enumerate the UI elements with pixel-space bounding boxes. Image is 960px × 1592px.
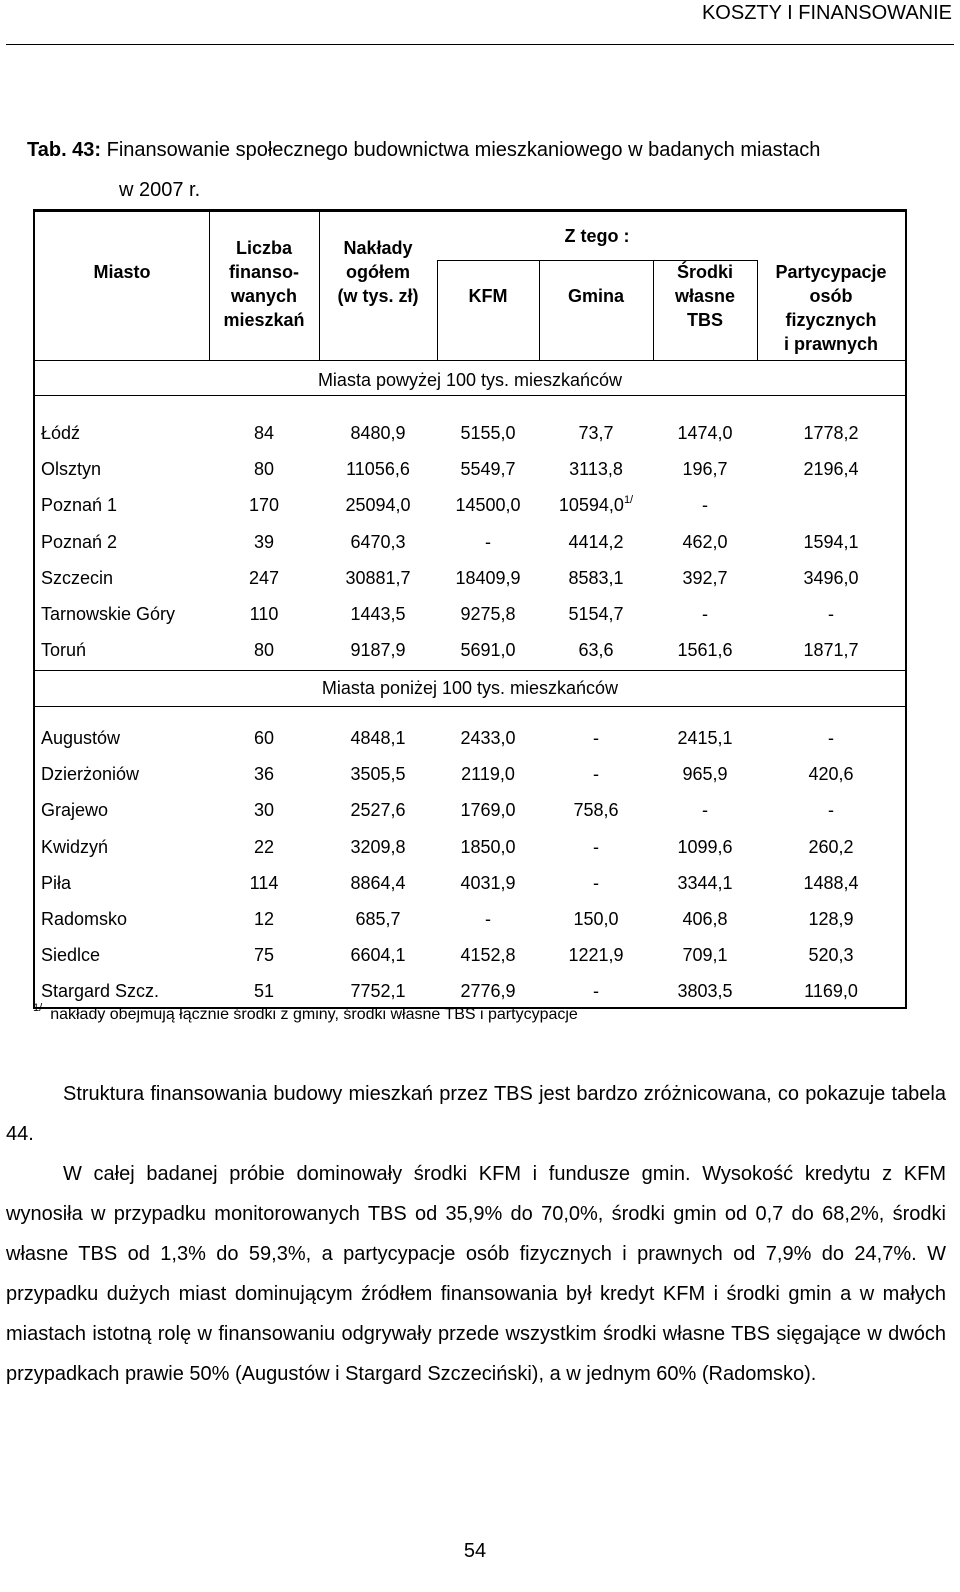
cell-value: Poznań 1 — [41, 495, 118, 516]
cell-value: 462,0 — [682, 531, 728, 552]
grid-line — [35, 670, 905, 671]
body-text — [6, 1074, 946, 1394]
cell-value: 63,6 — [578, 640, 614, 661]
header-gmina: Gmina — [567, 286, 624, 306]
cell-value: 4848,1 — [350, 728, 406, 748]
cell-gmina — [539, 421, 653, 445]
cell-naklady — [319, 907, 437, 931]
cell-value: 420,6 — [808, 764, 854, 785]
cell-partycypacje — [757, 907, 905, 931]
cell-value: 84 — [253, 423, 275, 443]
cell-value: 1594,1 — [803, 531, 859, 552]
cell-liczba — [209, 726, 319, 750]
cell-naklady — [319, 602, 437, 626]
cell-gmina — [539, 762, 653, 786]
cell-partycypacje — [757, 762, 905, 786]
header-liczba: Liczba finanso- wanych mieszkań — [223, 238, 305, 330]
cell-value: - — [593, 728, 599, 748]
cell-kfm — [437, 943, 539, 967]
cell-city — [41, 979, 209, 1003]
cell-value: 758,6 — [573, 800, 619, 821]
cell-partycypacje — [757, 602, 905, 626]
cell-value: Grajewo — [41, 800, 109, 821]
cell-value: Siedlce — [41, 945, 101, 966]
cell-gmina — [539, 907, 653, 931]
cell-value: 196,7 — [682, 459, 728, 480]
cell-partycypacje — [757, 798, 905, 822]
cell-value: 3505,5 — [350, 764, 406, 785]
cell-partycypacje — [757, 979, 905, 1003]
cell-value: 14500,0 — [455, 495, 521, 516]
cell-city — [41, 726, 209, 750]
cell-partycypacje — [757, 835, 905, 859]
cell-srodki — [653, 457, 757, 481]
cell-gmina — [539, 871, 653, 895]
cell-liczba — [209, 835, 319, 859]
cell-kfm — [437, 493, 539, 517]
cell-value: - — [593, 836, 599, 857]
cell-gmina — [539, 638, 653, 662]
cell-value: 1169,0 — [804, 981, 858, 1002]
cell-city — [41, 798, 209, 822]
header-naklady: Nakłady ogółem (w tys. zł) — [337, 238, 419, 306]
cell-liczba — [209, 421, 319, 445]
cell-partycypacje — [757, 638, 905, 662]
cell-liczba — [209, 871, 319, 895]
cell-gmina — [539, 566, 653, 590]
cell-value: 5155,0 — [460, 423, 516, 443]
cell-value: 3344,1 — [677, 872, 733, 893]
cell-value: Stargard Szcz. — [41, 981, 160, 1002]
page-number: 54 — [463, 1540, 487, 1562]
cell-liczba — [209, 602, 319, 626]
cell-value: 170 — [248, 495, 280, 516]
cell-value: 30881,7 — [345, 567, 411, 588]
cell-naklady — [319, 835, 437, 859]
header-srodki-wlasne: Środki własne TBS — [674, 262, 736, 330]
cell-value: 10594,0 — [558, 495, 624, 516]
cell-value: 2776,9 — [460, 981, 516, 1002]
caption-label: Tab. 43: — [27, 139, 102, 161]
cell-value: 5154,7 — [568, 604, 624, 624]
cell-naklady — [319, 726, 437, 750]
footnote-text: nakłady obejmują łącznie środki z gminy, środki własne TBS i partycypacje — [50, 1006, 578, 1023]
cell-gmina — [539, 602, 653, 626]
cell-value: 2415,1 — [677, 728, 733, 748]
cell-value: 1871,7 — [803, 640, 859, 661]
cell-value: 520,3 — [808, 945, 854, 966]
cell-value: Olsztyn — [41, 459, 102, 480]
cell-value: 30 — [253, 800, 275, 821]
cell-value: 36 — [253, 764, 275, 785]
section-title-small-cities: Miasta poniżej 100 tys. mieszkańców — [321, 678, 619, 698]
cell-value: 3209,8 — [350, 836, 406, 857]
cell-value: 2196,4 — [803, 459, 859, 480]
cell-gmina — [539, 943, 653, 967]
cell-partycypacje — [757, 421, 905, 445]
table-footnote — [33, 1004, 578, 1027]
cell-gmina — [539, 835, 653, 859]
cell-value: 25094,0 — [345, 495, 411, 516]
cell-city — [41, 602, 209, 626]
cell-value: 73,7 — [578, 423, 614, 443]
cell-value: Poznań 2 — [41, 531, 118, 552]
section-title-large-cities: Miasta powyżej 100 tys. mieszkańców — [317, 370, 623, 390]
cell-value: - — [593, 764, 599, 785]
cell-value: 1778,2 — [803, 423, 859, 443]
cell-value: 406,8 — [682, 909, 728, 929]
cell-partycypacje — [757, 871, 905, 895]
cell-value: 685,7 — [355, 909, 401, 929]
cell-value: 5691,0 — [460, 640, 516, 661]
cell-srodki — [653, 943, 757, 967]
cell-kfm — [437, 530, 539, 554]
cell-value: 22 — [253, 836, 275, 857]
cell-value: 965,9 — [682, 764, 728, 785]
cell-value: 51 — [253, 981, 275, 1002]
cell-naklady — [319, 871, 437, 895]
cell-value: - — [702, 495, 708, 516]
cell-value: 1221,9 — [568, 945, 624, 966]
cell-liczba — [209, 493, 319, 517]
header-rule — [6, 44, 954, 45]
cell-kfm — [437, 762, 539, 786]
cell-gmina — [539, 798, 653, 822]
cell-liczba — [209, 566, 319, 590]
cell-value: 150,0 — [573, 909, 619, 929]
cell-value: 2119,0 — [461, 764, 515, 785]
running-header: KOSZTY I FINANSOWANIE — [701, 2, 952, 24]
cell-value: Kwidzyń — [41, 836, 109, 857]
cell-value: 8480,9 — [350, 423, 406, 443]
cell-value: 5549,7 — [460, 459, 516, 480]
cell-gmina — [539, 457, 653, 481]
cell-value: 128,9 — [808, 909, 854, 929]
header-kfm: KFM — [468, 286, 508, 306]
cell-partycypacje — [757, 457, 905, 481]
cell-kfm — [437, 871, 539, 895]
paragraph: W całej badanej próbie dominowały środki KFM i fundusze gmin. Wysokość kredytu z KFM wynosiła w przypadku monitorowanych TBS od 35,9% do 70,0%, środki gmin od 0,7 do 68,2%, środki własne TBS od 1,3% do 59,3%, a partycypacje osób fizycznych i prawnych od 7,9% do 24,7%. W przypadku dużych miast dominującym źródłem finansowania był kredyt KFM i środki gmin a w małych miastach istotną rolę w finansowaniu odgrywały przede wszystkim środki własne TBS sięgające w dwóch przypadkach prawie 50% (Augustów i Stargard Szczeciński), a w jednym 60% (Radomsko). — [6, 1163, 946, 1385]
cell-value: Łódź — [41, 423, 81, 443]
cell-srodki — [653, 530, 757, 554]
grid-line — [35, 360, 905, 361]
cell-value: Szczecin — [41, 567, 114, 588]
cell-value: - — [828, 604, 834, 624]
cell-city — [41, 907, 209, 931]
cell-srodki — [653, 762, 757, 786]
header-z-tego: Z tego : — [564, 226, 630, 246]
cell-value: 12 — [253, 909, 275, 929]
cell-kfm — [437, 566, 539, 590]
caption-text-line2: w 2007 r. — [119, 179, 201, 201]
cell-value: 110 — [249, 604, 279, 624]
cell-gmina — [539, 530, 653, 554]
cell-value: 9275,8 — [460, 604, 516, 624]
cell-kfm — [437, 421, 539, 445]
cell-value: 7752,1 — [350, 981, 406, 1002]
cell-value: 80 — [253, 459, 275, 480]
cell-partycypacje — [757, 726, 905, 750]
cell-city — [41, 871, 209, 895]
cell-kfm — [437, 835, 539, 859]
cell-value: 11056,6 — [346, 459, 410, 480]
cell-city — [41, 638, 209, 662]
cell-value: 1099,6 — [677, 836, 733, 857]
cell-srodki — [653, 979, 757, 1003]
cell-kfm — [437, 638, 539, 662]
cell-value: - — [702, 800, 708, 821]
header-miasto: Miasto — [93, 262, 151, 282]
cell-value: 8864,4 — [350, 872, 406, 893]
cell-srodki — [653, 726, 757, 750]
cell-value: 39 — [253, 531, 275, 552]
cell-value: - — [593, 981, 599, 1002]
footnote-reference: 1/ — [623, 494, 634, 507]
cell-value: 3803,5 — [677, 981, 733, 1002]
cell-kfm — [437, 907, 539, 931]
header-partycypacje: Partycypacje osób fizycznych i prawnych — [775, 262, 887, 354]
footnote-mark: 1/ — [33, 1002, 43, 1014]
cell-value: - — [702, 604, 708, 624]
cell-value: 247 — [248, 567, 280, 588]
table-caption — [27, 130, 947, 210]
cell-value: 1561,6 — [677, 640, 733, 661]
cell-value: 6604,1 — [350, 945, 406, 966]
cell-city — [41, 530, 209, 554]
cell-kfm — [437, 602, 539, 626]
cell-value: 1769,0 — [460, 800, 516, 821]
cell-naklady — [319, 421, 437, 445]
cell-value: 392,7 — [682, 567, 728, 588]
cell-srodki — [653, 493, 757, 517]
cell-value: Tarnowskie Góry — [41, 604, 176, 624]
cell-value: 80 — [253, 640, 275, 661]
paragraph: Struktura finansowania budowy mieszkań przez TBS jest bardzo zróżnicowana, co pokazuje tabela 44. — [6, 1083, 946, 1145]
cell-partycypacje — [757, 530, 905, 554]
cell-value: Augustów — [41, 728, 121, 748]
cell-naklady — [319, 530, 437, 554]
cell-gmina — [539, 979, 653, 1003]
cell-liczba — [209, 638, 319, 662]
cell-value: 9187,9 — [350, 640, 406, 661]
cell-city — [41, 493, 209, 517]
cell-value: 3496,0 — [803, 567, 859, 588]
cell-value: 6470,3 — [350, 531, 406, 552]
cell-value: Piła — [41, 872, 72, 893]
cell-srodki — [653, 638, 757, 662]
cell-value: - — [485, 909, 491, 929]
cell-liczba — [209, 530, 319, 554]
cell-value: 260,2 — [808, 836, 854, 857]
financing-table — [33, 209, 907, 1009]
cell-city — [41, 762, 209, 786]
cell-value: 1850,0 — [460, 836, 516, 857]
cell-liczba — [209, 762, 319, 786]
cell-kfm — [437, 979, 539, 1003]
cell-srodki — [653, 871, 757, 895]
cell-value: 1488,4 — [803, 872, 859, 893]
cell-value: 8583,1 — [568, 567, 624, 588]
cell-value: 2527,6 — [350, 800, 406, 821]
cell-naklady — [319, 638, 437, 662]
cell-srodki — [653, 602, 757, 626]
grid-line — [35, 395, 905, 396]
cell-liczba — [209, 907, 319, 931]
grid-line — [539, 260, 540, 360]
cell-partycypacje — [757, 566, 905, 590]
cell-kfm — [437, 726, 539, 750]
cell-city — [41, 835, 209, 859]
cell-naklady — [319, 762, 437, 786]
cell-naklady — [319, 493, 437, 517]
cell-value: 3113,8 — [569, 459, 623, 480]
cell-srodki — [653, 835, 757, 859]
cell-liczba — [209, 979, 319, 1003]
cell-naklady — [319, 943, 437, 967]
cell-gmina — [539, 726, 653, 750]
cell-value: 18409,9 — [455, 567, 521, 588]
cell-gmina — [539, 493, 653, 517]
cell-srodki — [653, 566, 757, 590]
cell-value: 2433,0 — [460, 728, 516, 748]
cell-partycypacje — [757, 943, 905, 967]
cell-value: 75 — [253, 945, 275, 966]
grid-line — [437, 260, 438, 360]
cell-naklady — [319, 566, 437, 590]
cell-value: 4152,8 — [460, 945, 516, 966]
cell-value: 1474,0 — [677, 423, 733, 443]
cell-srodki — [653, 798, 757, 822]
grid-line — [35, 706, 905, 707]
cell-value: - — [485, 531, 491, 552]
cell-value: - — [593, 872, 599, 893]
cell-value: 60 — [253, 728, 275, 748]
cell-value: Radomsko — [41, 909, 128, 929]
cell-naklady — [319, 457, 437, 481]
cell-naklady — [319, 979, 437, 1003]
cell-naklady — [319, 798, 437, 822]
cell-value: 114 — [249, 872, 279, 893]
cell-value: 709,1 — [682, 945, 728, 966]
cell-value: Dzierżoniów — [41, 764, 140, 785]
cell-value: - — [828, 800, 834, 821]
cell-value: - — [828, 728, 834, 748]
cell-srodki — [653, 907, 757, 931]
cell-value: 4031,9 — [460, 872, 516, 893]
cell-value: 4414,2 — [568, 531, 624, 552]
cell-liczba — [209, 457, 319, 481]
cell-kfm — [437, 457, 539, 481]
cell-city — [41, 421, 209, 445]
cell-liczba — [209, 798, 319, 822]
cell-value: 1443,5 — [350, 604, 406, 624]
cell-city — [41, 457, 209, 481]
cell-kfm — [437, 798, 539, 822]
caption-text: Finansowanie społecznego budownictwa mieszkaniowego w badanych miastach — [101, 139, 821, 161]
cell-srodki — [653, 421, 757, 445]
cell-city — [41, 566, 209, 590]
cell-value: Toruń — [41, 640, 87, 661]
cell-city — [41, 943, 209, 967]
cell-liczba — [209, 943, 319, 967]
